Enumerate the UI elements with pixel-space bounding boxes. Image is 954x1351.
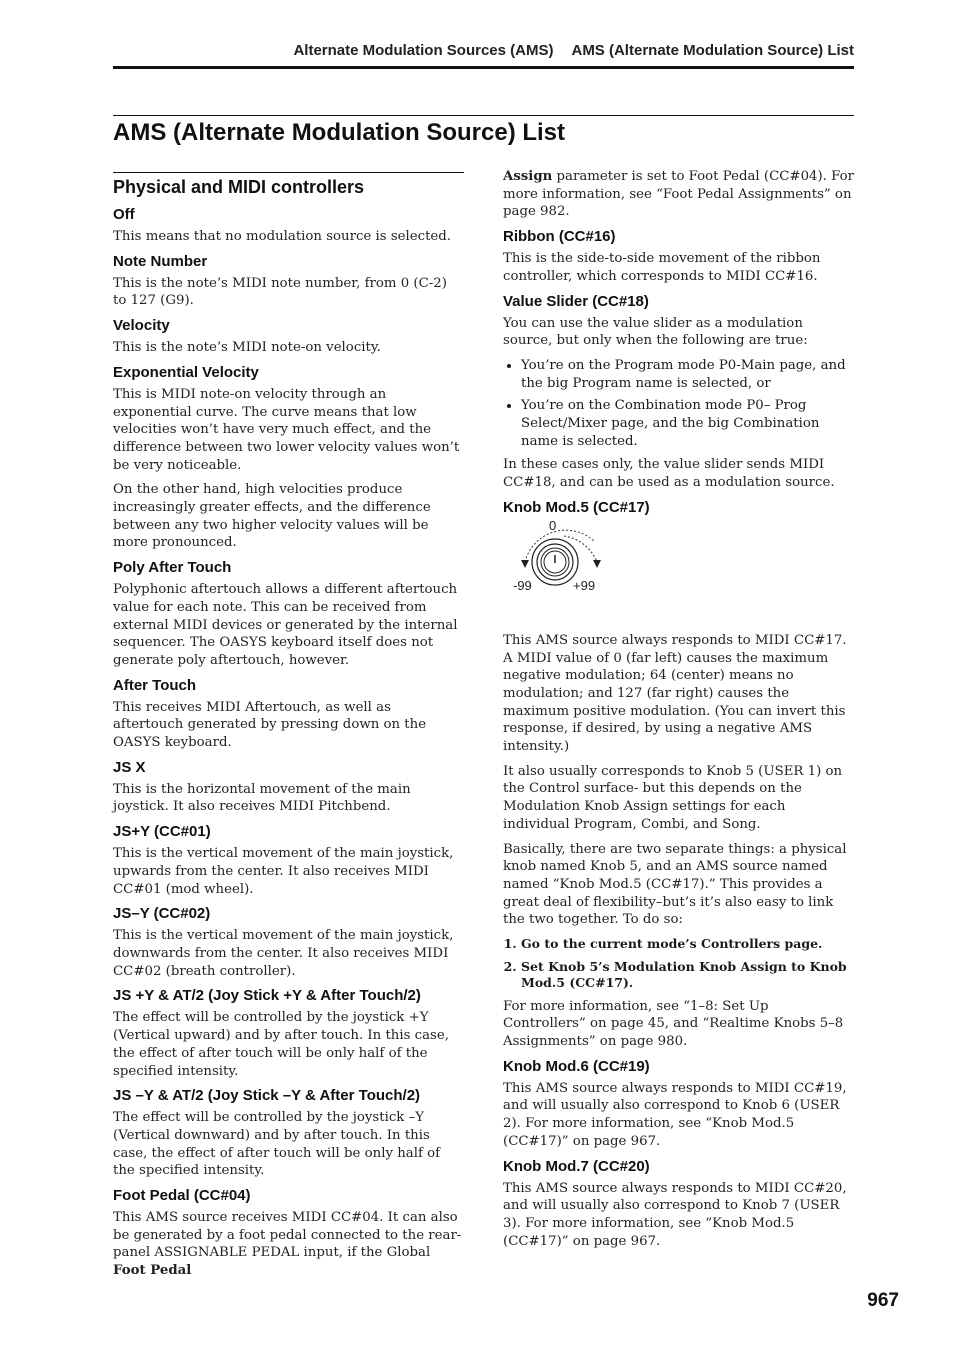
para-knob5-2: It also usually corresponds to Knob 5 (USER 1) on the Control surface- but this depends on the Modulation Knob Assign settings for each individual Program, Combi, and Song. <box>503 763 843 832</box>
heading-note-number: Note Number <box>113 252 208 270</box>
para-aftertouch: This receives MIDI Aftertouch, as well as aftertouch generated by pressing down on the OASYS keyboard. <box>113 699 427 751</box>
para-off: This means that no modulation source is selected. <box>113 229 452 244</box>
heading-off: Off <box>113 206 135 223</box>
assign-param: Assign <box>503 169 553 184</box>
para-poly-aftertouch: Polyphonic aftertouch allows a different aftertouch value for each note. This can be received from external MIDI devices or generated by the internal sequencer. The OASYS keyboard itself does not generate poly aftertouch, however. <box>113 582 458 668</box>
para-exp-velocity-2: On the other hand, high velocities produce increasingly greater effects, and the difference between any two higher velocity values will be more pronounced. <box>113 482 431 551</box>
para-foot-pedal <box>113 1209 464 1280</box>
knob-diagram <box>507 517 647 620</box>
para-note-number: This is the note’s MIDI note number, from 0 (C-2) to 127 (G9). <box>113 275 447 309</box>
heading-js-minus-y-at: JS –Y & AT/2 (Joy Stick –Y & After Touch/2) <box>113 1087 421 1105</box>
para-foot-pedal-cont <box>503 168 854 221</box>
para-knob5-1: This AMS source always responds to MIDI CC#17. A MIDI value of 0 (far left) causes the maximum negative modulation; 64 (center) means no modulation; and 127 (far right) causes the maximum positive modulation. (You can invert this response, if desired, by using a negative AMS intensity.) <box>503 632 847 755</box>
para-js-minus-y: This is the vertical movement of the main joystick, downwards from the center. It also receives MIDI CC#02 (breath controller). <box>113 928 454 979</box>
heading-aftertouch: After Touch <box>113 676 197 694</box>
heading-ribbon: Ribbon (CC#16) <box>503 228 616 246</box>
para-js-x: This is the horizontal movement of the main joystick. It also receives MIDI Pitchbend. <box>113 781 411 815</box>
para-velocity: This is the note’s MIDI note-on velocity. <box>113 340 381 356</box>
para-exp-velocity-1: This is MIDI note-on velocity through an exponential curve. The curve means that low velocities won’t have very much effect, and the difference between two lower velocity values won’t be very noticeable. <box>113 386 460 473</box>
section-title: Physical and MIDI controllers <box>113 177 365 197</box>
para-value-slider: You can use the value slider as a modulation source, but only when the following are true: <box>503 315 808 349</box>
para-js-plus-y-at: The effect will be controlled by the joystick +Y (Vertical upward) and by after touch. In this case, the effect of after touch will be only half of the specified intensity. <box>113 1010 449 1079</box>
heading-js-minus-y: JS–Y (CC#02) <box>113 905 211 923</box>
heading-foot-pedal: Foot Pedal (CC#04) <box>113 1187 251 1205</box>
para-knob-mod-7: This AMS source always responds to MIDI CC#20, and will usually also correspond to Knob 7 (USER 3). For more information, see “Knob Mod.5 (CC#17)” on page 967. <box>503 1180 847 1249</box>
para-js-minus-y-at: The effect will be controlled by the joystick –Y (Vertical downward) and by after touch. In this case, the effect of after touch will be only half of the specified intensity. <box>113 1110 441 1179</box>
header-section: Alternate Modulation Sources (AMS) <box>293 42 554 59</box>
knob-zero-label: 0 <box>549 517 557 533</box>
running-header <box>293 42 854 59</box>
para-value-slider-2: In these cases only, the value slider sends MIDI CC#18, and can be used as a modulation source. <box>503 457 835 491</box>
list-item: 2. Set Knob 5’s Modulation Knob Assign to Knob Mod.5 (CC#17). <box>521 959 854 992</box>
knob-max-label: +99 <box>573 577 596 593</box>
heading-js-plus-y-at: JS +Y & AT/2 (Joy Stick +Y & After Touch/2) <box>113 987 421 1005</box>
heading-knob-mod-7: Knob Mod.7 (CC#20) <box>503 1157 650 1175</box>
knob-icon <box>507 524 647 620</box>
list-item: • You’re on the Combination mode P0– Prog Select/Mixer page, and the big Combination name is selected. <box>521 397 854 450</box>
para-knob5-3: Basically, there are two separate things: a physical knob named Knob 5, and an AMS source named named “Knob Mod.5 (CC#17).” This provides a great deal of flexibility–but’s it’s also easy to link the two together. To do so: <box>503 841 847 928</box>
list-item: • You’re on the Program mode P0-Main page, and the big Program name is selected, or <box>521 357 854 392</box>
heading-js-plus-y: JS+Y (CC#01) <box>113 823 211 841</box>
knob5-steps <box>503 936 854 992</box>
heading-exp-velocity: Exponential Velocity <box>113 363 259 381</box>
foot-pedal-cont-text: parameter is set to Foot Pedal (CC#04). For more information, see “Foot Pedal Assignments” on page 982. <box>503 169 854 220</box>
foot-pedal-param: Foot Pedal <box>113 1263 192 1279</box>
header-rule <box>113 66 854 69</box>
para-knob-mod-6: This AMS source always responds to MIDI CC#19, and will usually also correspond to Knob 6 (USER 2). For more information, see “Knob Mod.5 (CC#17)” on page 967. <box>503 1080 847 1149</box>
foot-pedal-text: This AMS source receives MIDI CC#04. It can also be generated by a foot pedal connected to the rear-panel ASSIGNABLE PEDAL input, if the Global <box>113 1210 462 1261</box>
page-number: 967 <box>867 1290 899 1311</box>
list-item: 1. Go to the current mode’s Controllers page. <box>521 936 854 953</box>
title-rule <box>113 115 854 116</box>
para-ribbon: This is the side-to-side movement of the ribbon controller, which corresponds to MIDI CC#16. <box>503 251 821 284</box>
heading-knob-mod-6: Knob Mod.6 (CC#19) <box>503 1057 650 1075</box>
heading-js-x: JS X <box>113 758 146 776</box>
header-subsection: AMS (Alternate Modulation Source) List <box>571 42 854 59</box>
heading-poly-aftertouch: Poly After Touch <box>113 559 232 577</box>
knob-min-label: -99 <box>513 577 532 593</box>
para-js-plus-y: This is the vertical movement of the main joystick, upwards from the center. It also receives MIDI CC#01 (mod wheel). <box>113 846 454 897</box>
page-title: AMS (Alternate Modulation Source) List <box>113 119 566 146</box>
left-column <box>113 172 464 1287</box>
para-knob5-4: For more information, see “1–8: Set Up Controllers” on page 45, and “Realtime Knobs 5–8 Assignments” on page 980. <box>503 998 844 1049</box>
heading-value-slider: Value Slider (CC#18) <box>503 292 649 310</box>
right-column <box>503 168 854 1257</box>
heading-velocity: Velocity <box>113 317 170 335</box>
heading-knob-mod-5: Knob Mod.5 (CC#17) <box>503 498 650 516</box>
value-slider-conditions <box>503 357 854 451</box>
